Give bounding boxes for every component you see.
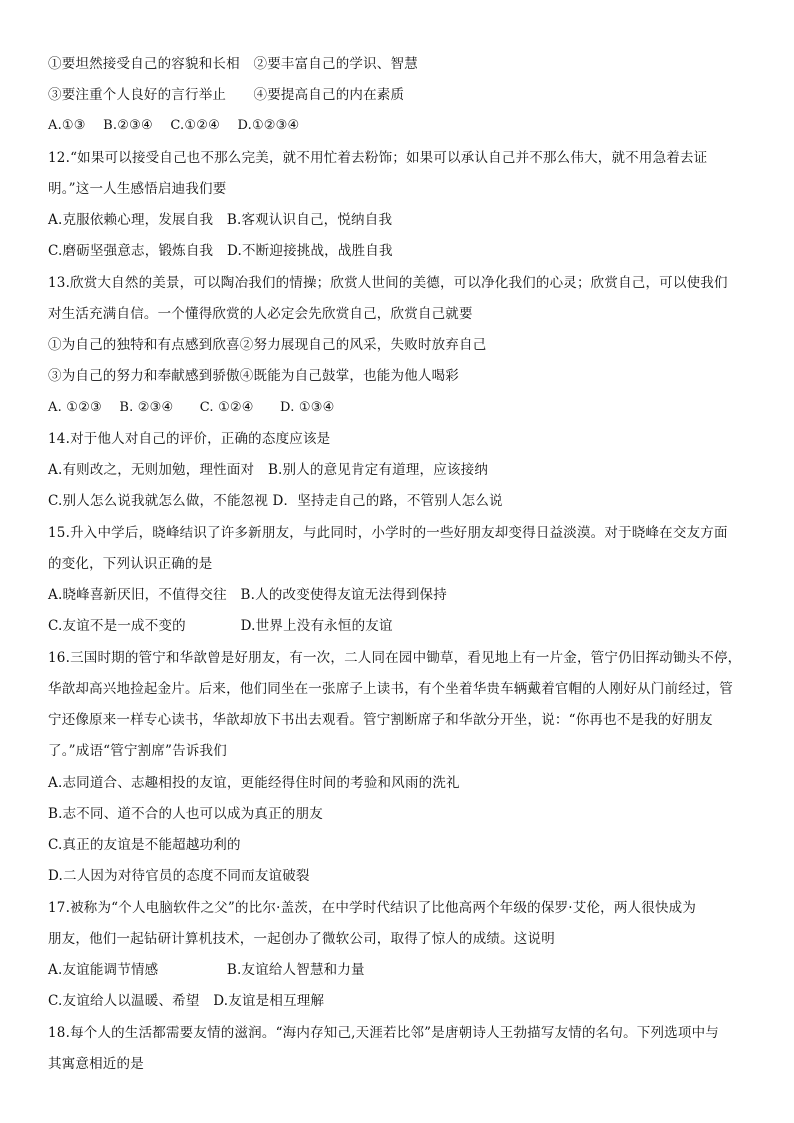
q11-options: A.①③ B.②③④ C.①②④ D.①②③④ (48, 118, 300, 133)
q16-option-b: B.志不同、道不合的人也可以成为真正的朋友 (48, 806, 323, 822)
q15-stem-line-1: 15.升入中学后，晓峰结识了许多新朋友，与此同时，小学时的一些好朋友却变得日益淡漠。对于晓峰在交友方面 (48, 525, 728, 541)
q17-stem-line-1: 17.被称为“个人电脑软件之父”的比尔·盖茨，在中学时代结识了比他高两个年级的保罗·艾伦，两人很快成为 (48, 900, 697, 916)
q11-statements-3-4: ③要注重个人良好的言行举止 ④要提高自己的内在素质 (48, 87, 405, 103)
q14-options-c-d: C.别人怎么说我就怎么做，不能忽视 D．坚持走自己的路，不管别人怎么说 (48, 493, 503, 509)
q16-stem-line-2: 华歆却高兴地捡起金片。后来，他们同坐在一张席子上读书，有个坐着华贵车辆戴着官帽的人刚好从门前经过，管 (48, 681, 733, 697)
q13-options: A. ①②③ B. ②③④ C. ①②④ D. ①③④ (48, 400, 335, 415)
q14-options-a-b: A.有则改之，无则加勉，理性面对 B.别人的意见肯定有道理，应该接纳 (48, 462, 489, 478)
q12-stem-line-2: 明。”这一人生感悟启迪我们要 (48, 181, 227, 197)
q13-stem-line-2: 对生活充满自信。一个懂得欣赏的人必定会先欣赏自己，欣赏自己就要 (48, 306, 473, 322)
q17-options-a-b: A.友谊能调节情感 B.友谊给人智慧和力量 (48, 962, 365, 978)
q17-options-c-d: C.友谊给人以温暖、希望 D.友谊是相互理解 (48, 993, 325, 1009)
q12-options-c-d: C.磨砺坚强意志，锻炼自我 D.不断迎接挑战，战胜自我 (48, 243, 393, 259)
q17-stem-line-2: 朋友，他们一起钻研计算机技术，一起创办了微软公司，取得了惊人的成绩。这说明 (48, 931, 555, 947)
q16-stem-line-3: 宁还像原来一样专心读书，华歆却放下书出去观看。管宁割断席子和华歆分开坐，说：“你再也不是我的好朋友 (48, 712, 713, 728)
q13-statements-1-2: ①为自己的独特和有点感到欣喜②努力展现自己的风采，失败时放弃自己 (48, 337, 487, 353)
q18-stem-line-1: 18.每个人的生活都需要友情的滋润。“海内存知己,天涯若比邻”是唐朝诗人王勃描写友情的名句。下列选项中与 (48, 1025, 719, 1041)
q16-option-d: D.二人因为对待官员的态度不同而友谊破裂 (48, 868, 310, 884)
q13-statements-3-4: ③为自己的努力和奉献感到骄傲④既能为自己鼓掌，也能为他人喝彩 (48, 368, 459, 384)
q11-statements-1-2: ①要坦然接受自己的容貌和长相 ②要丰富自己的学识、智慧 (48, 56, 418, 72)
q18-stem-line-2: 其寓意相近的是 (48, 1056, 144, 1072)
q16-option-c: C.真正的友谊是不能超越功利的 (48, 837, 241, 853)
q16-stem-line-1: 16.三国时期的管宁和华歆曾是好朋友，有一次，二人同在园中锄草，看见地上有一片金，管宁仍旧挥动锄头不停， (48, 650, 742, 666)
q15-stem-line-2: 的变化，下列认识正确的是 (48, 556, 213, 572)
q14-stem: 14.对于他人对自己的评价，正确的态度应该是 (48, 431, 331, 447)
q12-stem-line-1: 12.“如果可以接受自己也不那么完美，就不用忙着去粉饰；如果可以承认自己并不那么伟大，就不用急着去证 (48, 150, 708, 166)
q15-options-a-b: A.晓峰喜新厌旧，不值得交往 B.人的改变使得友谊无法得到保持 (48, 587, 447, 603)
q15-options-c-d: C.友谊不是一成不变的 D.世界上没有永恒的友谊 (48, 618, 393, 634)
q12-options-a-b: A.克服依赖心理，发展自我 B.客观认识自己，悦纳自我 (48, 212, 393, 228)
q16-stem-line-4: 了。”成语“管宁割席”告诉我们 (48, 743, 227, 759)
q13-stem-line-1: 13.欣赏大自然的美景，可以陶冶我们的情操；欣赏人世间的美德，可以净化我们的心灵；欣赏自己，可以使我们 (48, 275, 728, 291)
q16-option-a: A.志同道合、志趣相投的友谊，更能经得住时间的考验和风雨的洗礼 (48, 775, 460, 791)
